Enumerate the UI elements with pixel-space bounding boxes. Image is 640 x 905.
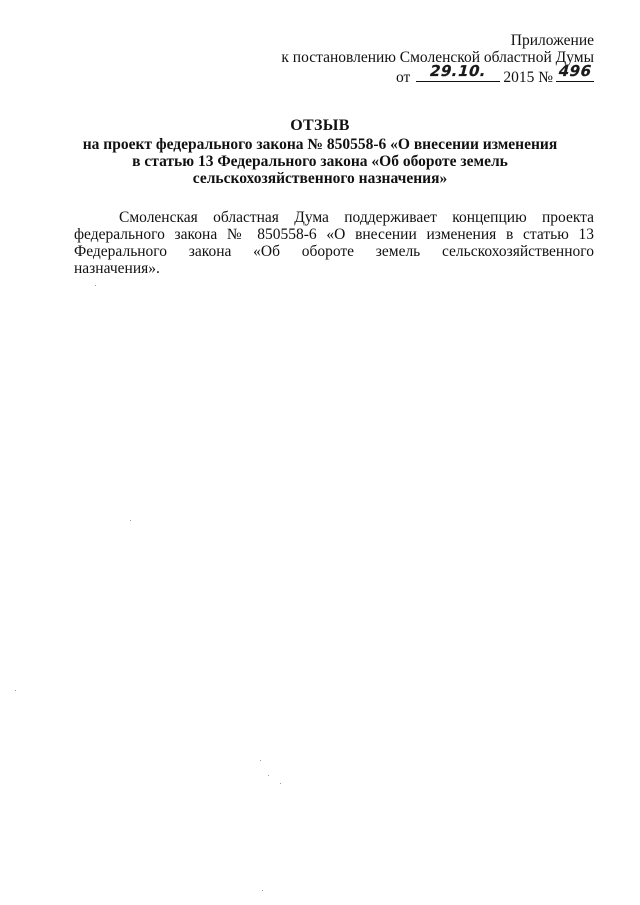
scan-speck [95, 285, 96, 286]
handwritten-number: 496 [556, 62, 594, 80]
title-line-3: сельскохозяйственного назначения» [192, 170, 448, 187]
title-line-1: на проект федерального закона № 850558-6 «О внесении изменения [82, 136, 558, 153]
body-paragraph: Смоленская областная Дума поддерживает концепцию проекта федерального закона № 850558-6 «О внесении изменения в статью 13 Федерального закона «Об обороте земель сельскохозяйственного назначения». [74, 209, 594, 277]
scan-speck [260, 760, 261, 761]
appendix-header [281, 32, 594, 86]
decree-reference: к постановлению Смоленской областной Думы [281, 49, 594, 66]
document-title [0, 117, 640, 187]
date-prefix: от [396, 69, 411, 86]
number-blank [556, 62, 594, 82]
title-heading: ОТЗЫВ [290, 117, 350, 134]
scan-speck [262, 890, 263, 891]
scan-speck [130, 520, 131, 521]
scan-speck [268, 775, 269, 776]
date-number-line [281, 62, 594, 86]
year-and-number-label: 2015 № [503, 69, 553, 86]
appendix-label: Приложение [510, 32, 594, 49]
title-line-2: в статью 13 Федерального закона «Об обороте земель [132, 153, 508, 170]
scan-speck [280, 783, 281, 784]
date-blank [416, 62, 500, 82]
scan-speck [15, 690, 16, 691]
handwritten-date: 29.10. [428, 62, 489, 80]
